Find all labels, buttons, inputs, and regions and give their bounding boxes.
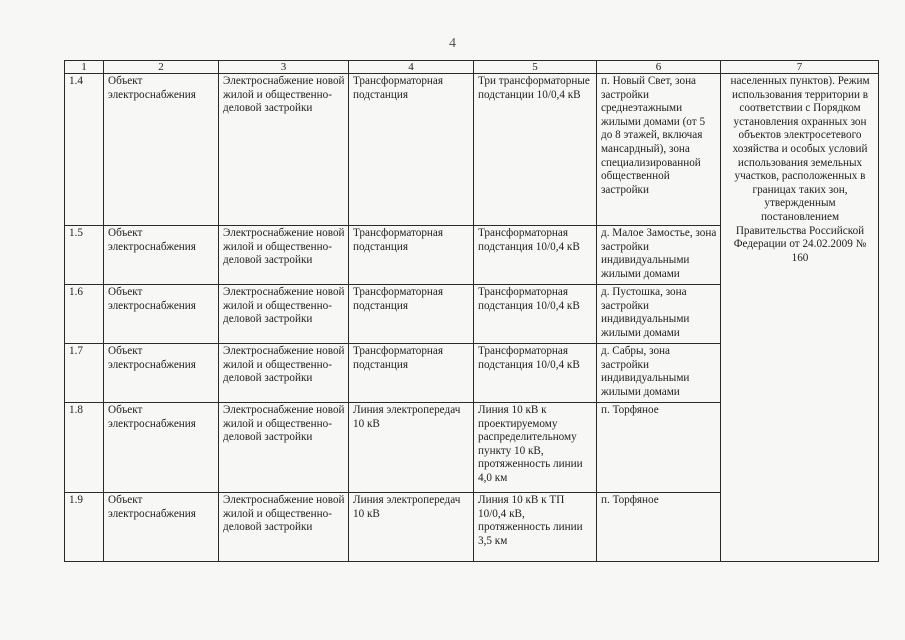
header-col-2: 2 (104, 61, 219, 74)
purpose-cell: Электроснабжение новой жилой и общественно-деловой застройки (219, 285, 349, 344)
location-cell: п. Торфяное (597, 493, 721, 562)
object-cell: Объект электроснабжения (104, 226, 219, 285)
type-cell: Трансформаторная подстанция (349, 285, 474, 344)
description-cell: Трансформаторная подстанция 10/0,4 кВ (474, 344, 597, 403)
purpose-cell: Электроснабжение новой жилой и общественно-деловой застройки (219, 74, 349, 226)
header-col-7: 7 (721, 61, 879, 74)
header-col-4: 4 (349, 61, 474, 74)
description-cell: Трансформаторная подстанция 10/0,4 кВ (474, 285, 597, 344)
type-cell: Трансформаторная подстанция (349, 344, 474, 403)
description-cell: Линия 10 кВ к проектируемому распределительному пункту 10 кВ, протяженность линии 4,0 км (474, 403, 597, 493)
header-col-5: 5 (474, 61, 597, 74)
type-cell: Трансформаторная подстанция (349, 226, 474, 285)
header-row (65, 61, 879, 74)
type-cell: Трансформаторная подстанция (349, 74, 474, 226)
purpose-cell: Электроснабжение новой жилой и общественно-деловой застройки (219, 344, 349, 403)
location-cell: д. Малое Замостье, зона застройки индивидуальными жилыми домами (597, 226, 721, 285)
row-number: 1.6 (65, 285, 104, 344)
zone-regime-cell: населенных пунктов). Режим использования территории в соответствии с Порядком установления охранных зон объектов электросетевого хозяйства и особых условий использования земельных участков, расположенных в границах таких зон, утвержденным постановлением Правительства Российской Федерации от 24.02.2009 № 160 (721, 74, 879, 562)
description-cell: Три трансформаторные подстанции 10/0,4 кВ (474, 74, 597, 226)
row-number: 1.4 (65, 74, 104, 226)
purpose-cell: Электроснабжение новой жилой и общественно-деловой застройки (219, 226, 349, 285)
location-cell: д. Сабры, зона застройки индивидуальными жилыми домами (597, 344, 721, 403)
location-cell: д. Пустошка, зона застройки индивидуальными жилыми домами (597, 285, 721, 344)
object-cell: Объект электроснабжения (104, 74, 219, 226)
description-cell: Линия 10 кВ к ТП 10/0,4 кВ, протяженность линии 3,5 км (474, 493, 597, 562)
object-cell: Объект электроснабжения (104, 403, 219, 493)
page-number: 4 (449, 36, 456, 51)
row-number: 1.8 (65, 403, 104, 493)
header-col-6: 6 (597, 61, 721, 74)
type-cell: Линия электропередач 10 кВ (349, 493, 474, 562)
description-cell: Трансформаторная подстанция 10/0,4 кВ (474, 226, 597, 285)
object-cell: Объект электроснабжения (104, 285, 219, 344)
purpose-cell: Электроснабжение новой жилой и общественно-деловой застройки (219, 403, 349, 493)
location-cell: п. Торфяное (597, 403, 721, 493)
purpose-cell: Электроснабжение новой жилой и общественно-деловой застройки (219, 493, 349, 562)
object-cell: Объект электроснабжения (104, 344, 219, 403)
row-number: 1.9 (65, 493, 104, 562)
object-cell: Объект электроснабжения (104, 493, 219, 562)
facilities-table (64, 60, 879, 562)
type-cell: Линия электропередач 10 кВ (349, 403, 474, 493)
header-col-1: 1 (65, 61, 104, 74)
header-col-3: 3 (219, 61, 349, 74)
location-cell: п. Новый Свет, зона застройки среднеэтажными жилыми домами (от 5 до 8 этажей, включая мансардный), зона специализированной общественной застройки (597, 74, 721, 226)
table-row (65, 74, 879, 226)
row-number: 1.5 (65, 226, 104, 285)
row-number: 1.7 (65, 344, 104, 403)
